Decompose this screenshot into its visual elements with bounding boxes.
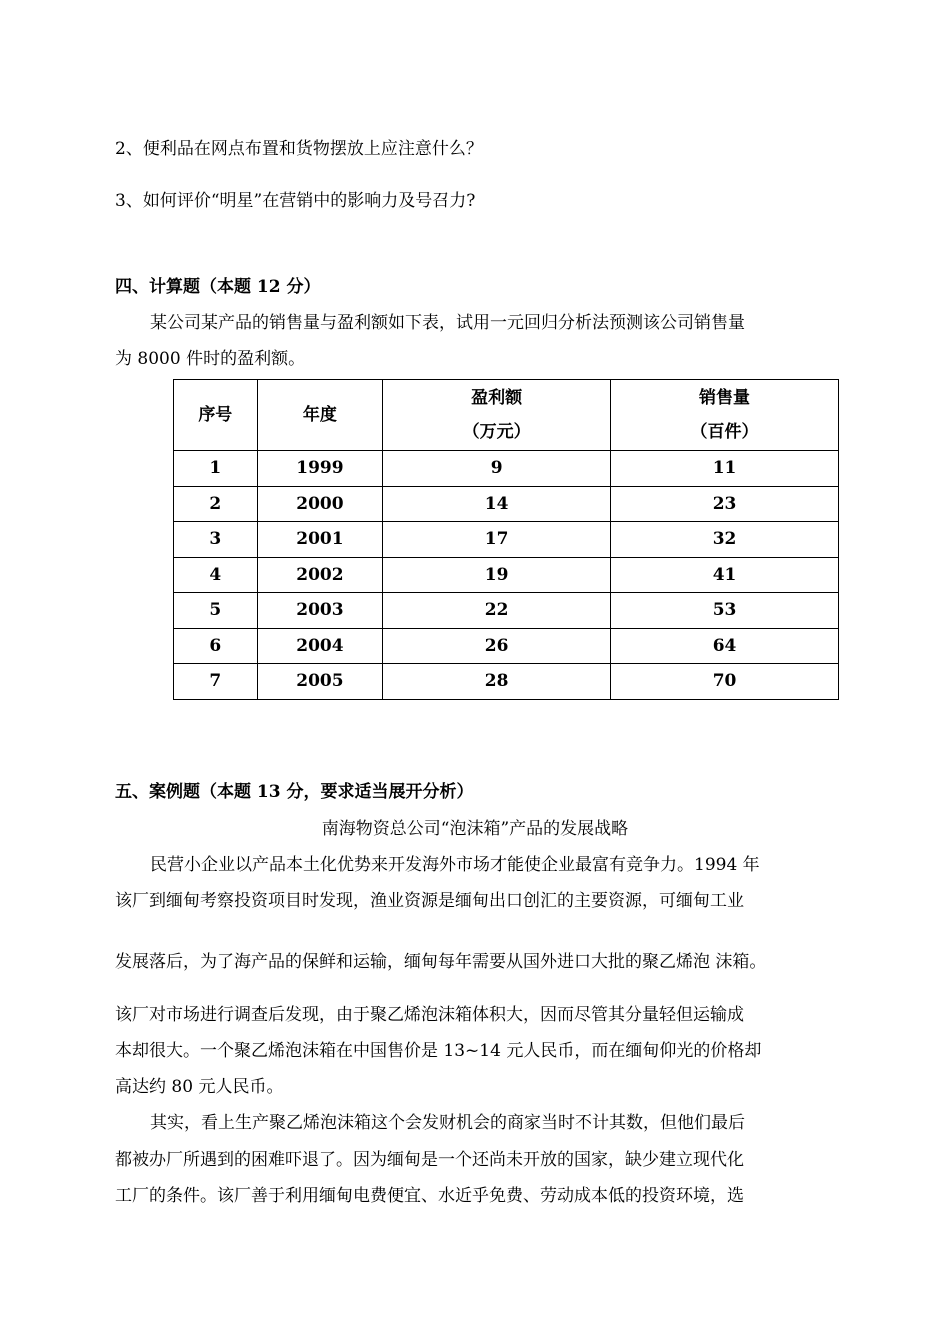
header-profit	[383, 380, 611, 451]
question-3: 3、如何评价“明星”在营销中的影响力及号召力?	[115, 191, 476, 211]
section-5-title: 五、案例题（本题 13 分，要求适当展开分析）	[115, 782, 474, 802]
cell-year: 2002	[257, 557, 383, 593]
cell-sales: 53	[611, 593, 839, 629]
header-profit-label: 盈利额	[471, 388, 523, 408]
cell-year: 2005	[257, 664, 383, 700]
table-row	[174, 451, 839, 487]
cell-sales: 23	[611, 486, 839, 522]
section-4-title: 四、计算题（本题 12 分）	[115, 277, 321, 297]
header-profit-unit: （万元）	[462, 422, 531, 442]
cell-profit: 26	[383, 628, 611, 664]
table-row	[174, 557, 839, 593]
cell-profit: 22	[383, 593, 611, 629]
section-4-intro-line-1: 某公司某产品的销售量与盈利额如下表，试用一元回归分析法预测该公司销售量	[150, 313, 745, 333]
cell-sales: 64	[611, 628, 839, 664]
case-paragraph-line: 其实，看上生产聚乙烯泡沫箱这个会发财机会的商家当时不计其数，但他们最后	[150, 1113, 745, 1133]
cell-index: 6	[174, 628, 258, 664]
table-row	[174, 486, 839, 522]
sales-profit-table	[173, 379, 839, 700]
cell-year: 2004	[257, 628, 383, 664]
cell-profit: 17	[383, 522, 611, 558]
question-2: 2、便利品在网点布置和货物摆放上应注意什么？	[115, 139, 483, 159]
cell-sales: 41	[611, 557, 839, 593]
cell-index: 4	[174, 557, 258, 593]
case-title: 南海物资总公司“泡沫箱”产品的发展战略	[321, 819, 629, 839]
cell-year: 1999	[257, 451, 383, 487]
case-paragraph-line: 发展落后，为了海产品的保鲜和运输，缅甸每年需要从国外进口大批的聚乙烯泡 沫箱。	[115, 952, 767, 972]
cell-sales: 70	[611, 664, 839, 700]
cell-sales: 32	[611, 522, 839, 558]
cell-index: 7	[174, 664, 258, 700]
section-4-intro-line-2: 为 8000 件时的盈利额。	[115, 349, 306, 369]
table-row	[174, 628, 839, 664]
cell-index: 1	[174, 451, 258, 487]
cell-year: 2001	[257, 522, 383, 558]
case-paragraph-line: 本却很大。一个聚乙烯泡沫箱在中国售价是 13~14 元人民币，而在缅甸仰光的价格却	[115, 1041, 762, 1061]
header-sales	[611, 380, 839, 451]
header-year: 年度	[257, 380, 383, 451]
cell-profit: 28	[383, 664, 611, 700]
case-paragraph-line: 高达约 80 元人民币。	[115, 1077, 284, 1097]
table-row	[174, 522, 839, 558]
header-sales-unit: （百件）	[690, 422, 759, 442]
cell-profit: 9	[383, 451, 611, 487]
case-paragraph-line: 工厂的条件。该厂善于利用缅甸电费便宜、水近乎免费、劳动成本低的投资环境，选	[115, 1186, 744, 1206]
case-paragraph-line: 都被办厂所遇到的困难吓退了。因为缅甸是一个还尚未开放的国家，缺少建立现代化	[115, 1150, 744, 1170]
cell-index: 2	[174, 486, 258, 522]
table-header-row	[174, 380, 839, 451]
case-paragraph-line: 民营小企业以产品本土化优势来开发海外市场才能使企业最富有竞争力。1994 年	[150, 855, 760, 875]
case-paragraph-line: 该厂对市场进行调查后发现，由于聚乙烯泡沫箱体积大，因而尽管其分量轻但运输成	[115, 1005, 744, 1025]
cell-sales: 11	[611, 451, 839, 487]
table-row	[174, 593, 839, 629]
table-row	[174, 664, 839, 700]
cell-year: 2003	[257, 593, 383, 629]
header-index: 序号	[174, 380, 258, 451]
case-paragraph-line: 该厂到缅甸考察投资项目时发现，渔业资源是缅甸出口创汇的主要资源，可缅甸工业	[115, 891, 744, 911]
cell-year: 2000	[257, 486, 383, 522]
header-sales-label: 销售量	[699, 388, 751, 408]
cell-index: 3	[174, 522, 258, 558]
cell-profit: 19	[383, 557, 611, 593]
cell-profit: 14	[383, 486, 611, 522]
cell-index: 5	[174, 593, 258, 629]
